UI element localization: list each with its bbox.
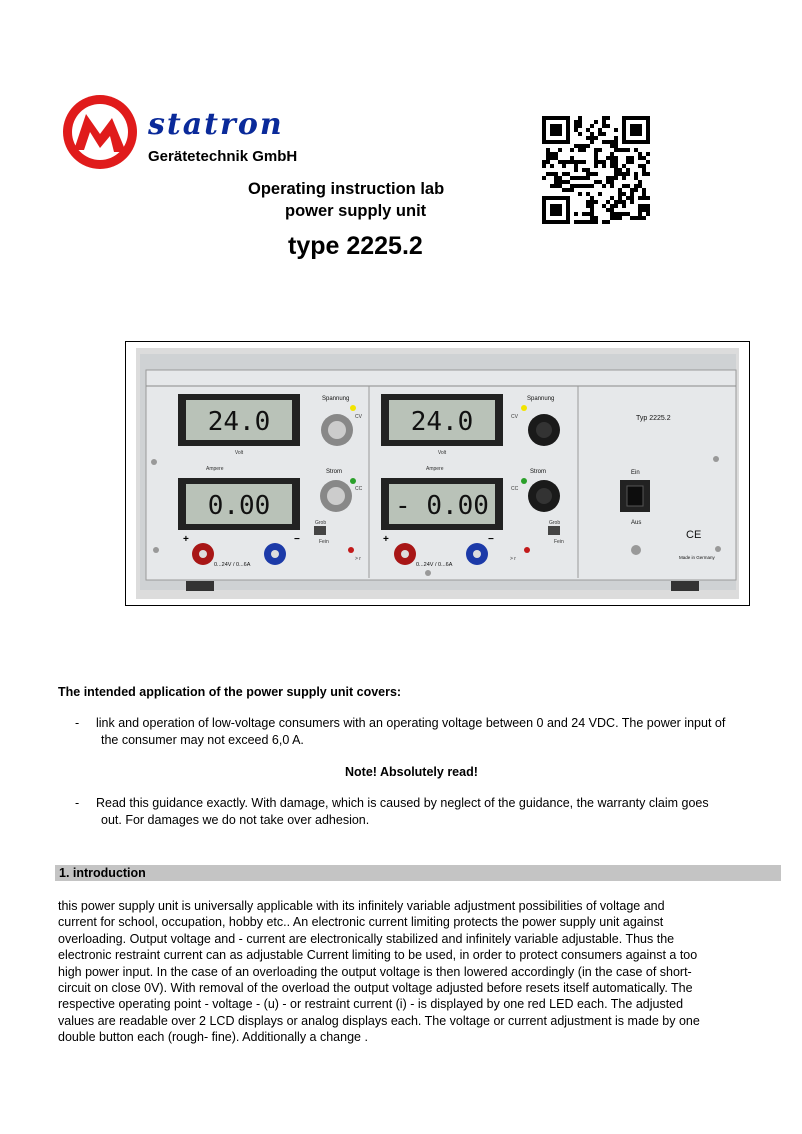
document-title-line2: power supply unit <box>285 202 427 220</box>
paragraph-line: respective operating point - voltage - (u) - or restraint current (i) - is displayed by one red LED each. The adjusted <box>58 997 684 1012</box>
right-ampere-label: Ampere <box>426 466 444 472</box>
left-cc-label: CC <box>355 486 363 492</box>
bullet2-line1: Read this guidance exactly. With damage, which is caused by neglect of the guidance, the warranty claim goes <box>96 796 709 810</box>
paragraph-line: values are readable over 2 LCD displays or analog displays each. The voltage or current adjustment is made by one <box>58 1013 700 1028</box>
left-strom-label: Strom <box>326 469 343 475</box>
bullet1-line1: link and operation of low-voltage consumers with an operating voltage between 0 and 24 VDC. The power input of <box>96 716 726 730</box>
bullet1-line2: the consumer may not exceed 6,0 A. <box>101 733 304 747</box>
document-title-line1: Operating instruction lab <box>248 180 445 198</box>
note-heading: Note! Absolutely read! <box>345 765 478 779</box>
paragraph-line: double button each (rough- fine). Additionally a change . <box>58 1030 368 1045</box>
paragraph-line: overloading. Output voltage and - current are electronically stabilized and infinitely variable adjustable. Thus the <box>58 931 675 946</box>
ce-mark: CE <box>686 529 702 541</box>
bullet-dash: - <box>75 716 80 730</box>
introduction-paragraph <box>58 898 770 1046</box>
right-minus-label: − <box>488 534 494 545</box>
paragraph-line: current for school, occupation, hobby etc.. An electronic current limiting protects the power supply unit against <box>58 915 664 930</box>
paragraph-line: circuit on close 0V). With removal of the overload the output voltage adjusted before resets itself automatically. The <box>58 981 693 996</box>
section-introduction-title: 1. introduction <box>59 866 146 880</box>
left-ampere-label: Ampere <box>206 466 224 472</box>
section-introduction-header <box>55 865 781 881</box>
bullet-dash: - <box>75 796 80 810</box>
intended-application-heading: The intended application of the power supply unit covers: <box>58 685 402 699</box>
bullet2-line2: out. For damages we do not take over adhesion. <box>101 813 370 827</box>
right-volt-label: Volt <box>437 450 447 456</box>
left-range-label: 0...24V / 0...6A <box>214 562 251 568</box>
statron-logo <box>60 92 140 172</box>
left-plus-label: + <box>183 534 189 545</box>
qr-code <box>542 116 652 224</box>
left-voltage-display: 24.0 <box>207 407 271 437</box>
ein-label: Ein <box>631 470 640 476</box>
right-range-label: 0...24V / 0...6A <box>416 562 453 568</box>
right-grob-label: Grob <box>549 520 561 526</box>
right-strom-label: Strom <box>530 469 547 475</box>
device-photo-frame <box>125 341 750 606</box>
made-in-label: Made in Germany <box>679 555 715 560</box>
right-cc-label: CC <box>511 486 519 492</box>
company-name: Gerätetechnik GmbH <box>148 148 298 165</box>
right-cv-label: CV <box>511 414 518 420</box>
aus-label: Aus <box>631 520 642 526</box>
paragraph-line: this power supply unit is universally applicable with its infinitely variable adjustment possibilities of voltage and <box>58 899 665 913</box>
right-spannung-label: Spannung <box>527 396 555 402</box>
left-fein-label: Fein <box>319 539 329 545</box>
right-fein-label: Fein <box>554 539 564 545</box>
left-grob-label: Grob <box>315 520 327 526</box>
left-cv-label: CV <box>355 414 362 420</box>
paragraph-line: high power input. In the case of an overloading the output voltage is then lowered accordingly (in the case of short- <box>58 964 692 979</box>
right-plus-label: + <box>383 534 389 545</box>
left-spannung-label: Spannung <box>322 396 350 402</box>
left-ir-label: > r <box>355 556 361 562</box>
left-volt-label: Volt <box>234 450 244 456</box>
model-title: type 2225.2 <box>288 232 423 260</box>
right-ir-label: > r <box>510 556 516 562</box>
paragraph-line: electronic restraint current can as adjustable Current limiting to be used, in order to protect consumers against a too <box>58 948 698 963</box>
right-voltage-display: 24.0 <box>410 407 474 437</box>
typ-label: Typ 2225.2 <box>636 415 671 422</box>
left-minus-label: − <box>294 534 300 545</box>
device-photo <box>126 342 749 605</box>
right-current-display: - 0.00 <box>395 491 489 521</box>
brand-name: statron <box>148 107 284 142</box>
left-current-display: 0.00 <box>207 491 271 521</box>
